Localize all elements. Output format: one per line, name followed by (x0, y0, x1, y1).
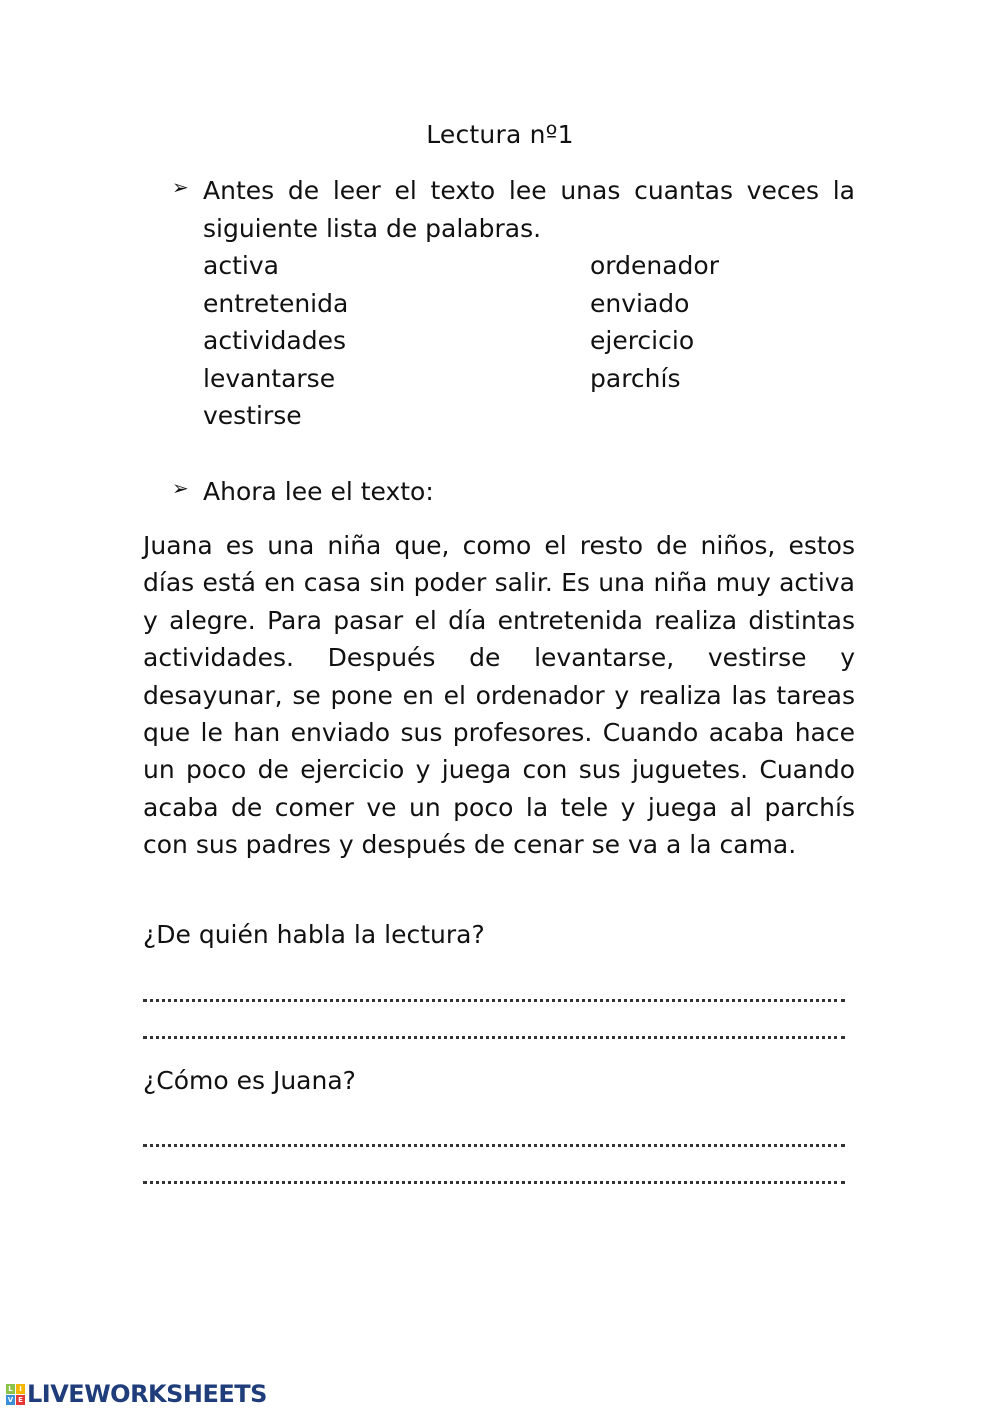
answer-field-2a[interactable] (143, 1128, 845, 1152)
word-item: enviado (590, 288, 690, 318)
answer-field-1a[interactable] (143, 983, 845, 1007)
word-item: ejercicio (590, 326, 695, 355)
word-item: entretenida (203, 288, 349, 318)
answer-field-1b[interactable] (143, 1020, 845, 1044)
live-logo-icon: L I V E (6, 1384, 25, 1405)
instruction-text: Antes de leer el texto lee unas cuantas veces la siguiente lista de palabras. (203, 176, 855, 243)
word-item: parchís (590, 363, 681, 393)
page-title: Lectura nº1 (426, 120, 574, 149)
arrow-bullet-icon: ➢ (172, 175, 189, 199)
brand-name: LIVEWORKSHEETS (27, 1380, 267, 1408)
word-item: levantarse (203, 363, 336, 393)
reading-text: Juana es una niña que, como el resto de niños, estos días está en casa sin poder salir. Es una niña muy activa y alegre. Para pasar el día entretenida realiza distintas actividades. Después de levantarse, vestirse y desayunar, se pone en el ordenador y realiza las tareas que le han enviado sus profesores. Cuando acaba hace un poco de ejercicio y juega con sus juguetes. Cuando acaba de comer ve un poco la tele y juega al parchís con sus padres y después de cenar se va a la cama. (143, 531, 855, 860)
liveworksheets-logo[interactable] (6, 1381, 267, 1407)
instruction-text: Ahora lee el texto: (203, 477, 434, 506)
word-item: ordenador (590, 251, 719, 280)
word-list-right-column (590, 247, 719, 397)
question-1: ¿De quién habla la lectura? (143, 920, 485, 949)
word-item: activa (203, 251, 279, 280)
word-item: actividades (203, 326, 347, 355)
question-2: ¿Cómo es Juana? (143, 1066, 356, 1095)
word-list-left-column (203, 247, 348, 435)
word-item: vestirse (203, 401, 302, 430)
answer-field-2b[interactable] (143, 1165, 845, 1189)
arrow-bullet-icon: ➢ (172, 476, 189, 500)
